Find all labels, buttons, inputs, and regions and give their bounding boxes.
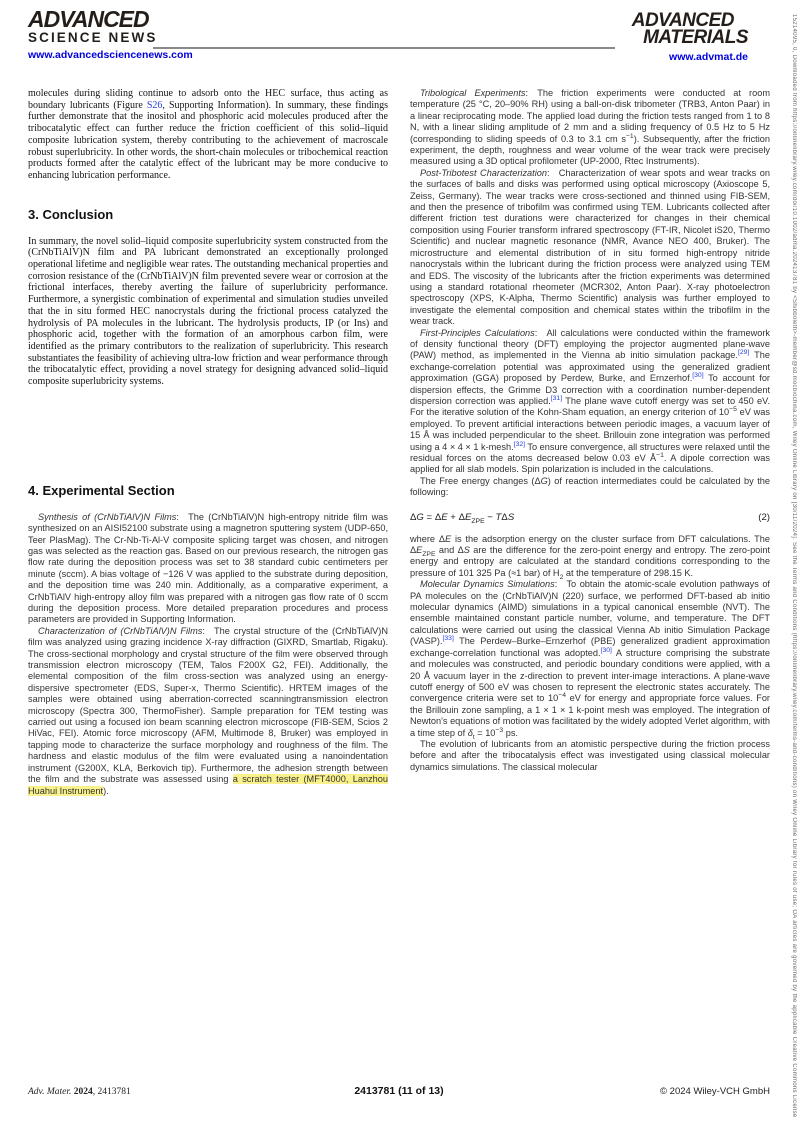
journal-year: 2024 <box>73 1087 93 1097</box>
text-segment: are the difference for the zero-point energy and entropy. The zero-point energy and entropy are calculated at the standard conditions corresponding to the pressure of 101 325 Pa (≈1 bar) of H <box>410 545 770 578</box>
text-segment: molecules during sliding continue to adsorb onto the HEC surface, thus acting as boundary lubricants (Figure <box>28 88 388 111</box>
text-segment: is the adsorption energy on the cluster surface from DFT calculations. The Δ <box>410 533 770 556</box>
article-body <box>28 88 770 797</box>
equation-body <box>410 512 514 523</box>
advanced-materials-logo <box>632 12 748 65</box>
text-segment: = 10 <box>474 727 496 738</box>
page-number: 2413781 (11 of 13) <box>354 1085 444 1097</box>
text-segment: eV for energy and appropriate force values. For the Brillouin zone sampling, a 1 × 1 × 1 k-point mesh was employed. The integration of Newton's equations of motion was facilitated by the widely adopted Verlet algorithm, with a time step of <box>410 693 770 738</box>
text-segment: and Δ <box>435 545 464 556</box>
citation-link[interactable]: [30] <box>692 372 704 380</box>
text-segment: ZPE <box>422 550 436 558</box>
text-segment: S <box>507 511 515 523</box>
logo-line-advanced: ADVANCED <box>28 6 149 32</box>
header-divider-line <box>153 47 615 49</box>
text-segment: The exchange-correlation potential was approximated using the generalized gradient approximation (GGA) proposed by Perdew, Burke, and Ernzerhof. <box>410 350 770 384</box>
text-segment: T <box>495 511 502 523</box>
text-segment: S <box>463 545 470 556</box>
equation-number: (2) <box>758 511 770 523</box>
text-segment: at the temperature of 298.15 K. <box>563 567 694 578</box>
text-segment: The evolution of lubricants from an atomistic perspective during the friction process before and after the tribocatalysis effect was investigated using classical molecular dynamics simulations. The classical molecular <box>410 738 770 772</box>
logo-line-advanced: ADVANCED <box>631 10 734 31</box>
text-segment: ). <box>103 785 109 796</box>
text-segment: A structure comprising the substrate and molecules was constructed, and periodic boundary conditions were applied, with a 20 Å vacuum layer in the z-direction to prevent inter-image interactions. A plane-wave cutoff energy of 500 eV was chosen to represent the electronic states accurately. The convergence criteria were set to 10 <box>410 647 770 704</box>
article-number: , 2413781 <box>92 1087 131 1097</box>
text-segment: : To obtain the atomic-scale evolution pathways of PA molecules on the (CrNbTiAlV)N (220) surface, we performed DFT-based ab initio molecular dynamics (AIMD) simulations in a typical canonical ensemble (NVT). The ensemble maintained constant particle number, volume, and temperature. The DFT calculations were carried out using the classical Vienna Ab initio Simulation Package (VASP). <box>410 579 770 647</box>
text-segment: + Δ <box>447 511 465 523</box>
logo-line-science-news: SCIENCE NEWS <box>28 30 158 45</box>
equation <box>410 512 770 523</box>
right-column <box>410 88 770 797</box>
paragraph <box>28 236 388 388</box>
section-heading: 4. Experimental Section <box>28 482 175 498</box>
text-segment: G <box>416 511 424 523</box>
text-segment: Synthesis of (CrNbTiAlV)N Films <box>38 511 177 522</box>
text-segment: Δ <box>410 511 417 523</box>
text-segment: −1 <box>656 451 664 459</box>
text-segment: ZPE <box>471 517 485 525</box>
journal-name: Adv. Mater. <box>28 1087 74 1097</box>
text-segment: To account for dispersion effects, the Grimme D3 correction with a coordination number-dependent dispersion correction was applied. <box>410 373 770 406</box>
text-segment: The Perdew–Burke–Ernzerhof (PBE) generalized gradient approximation exchange-correlation functional was adopted. <box>410 636 770 658</box>
text-segment: −5 <box>729 406 737 414</box>
text-segment: E <box>464 511 472 523</box>
page-footer <box>28 1085 770 1097</box>
text-segment: : The crystal structure of the (CrNbTiAlV)N film was analyzed using grazing incidence X-ray diffraction (GIXRD, Smartlab, Rigaku). The cross-sectional morphology and crystal structure of the film were observed through transmission electron microscopy (TEM, Talos F200X G2, FEI). Additionally, the elemental composition of the film cross-section was analyzed using an energy-dispersive spectrometer (EDS, Super-x, Thermo Scientific). HRTEM images of the samples were obtained using aberration-corrected scanningtransmission electron microscopy (Spectra 300, ThermoFisher). Sample preparation for TEM testing was carried out using a focused ion beam scanning electron microscope (FIB-SEM, Scios 2 HiVac, FEI). Atomic force microscopy (AFM, Multimode 8, Bruker) was employed in tapping mode to characterize the surface morphology and roughness of the film. The hardness and elastic modulus of the film were evaluated using a nanoindentation instrument (G200X, KLA, Berkovich tip). Furthermore, the adhesion strength between the film and the substrate was assessed using <box>28 625 388 785</box>
text-segment: = Δ <box>423 511 442 523</box>
text-segment: −1 <box>625 132 634 140</box>
citation-link[interactable]: [30] <box>600 646 612 654</box>
paragraph <box>410 88 770 168</box>
text-segment: Post-Tribotest Characterization <box>420 167 547 178</box>
left-column <box>28 88 388 797</box>
text-segment: Characterization of (CrNbTiAlV)N Films <box>38 625 203 636</box>
citation-link[interactable]: [29] <box>737 349 750 357</box>
paragraph <box>410 579 770 739</box>
paragraph <box>410 739 770 773</box>
text-segment: To ensure convergence, all structures were relaxed until the residual forces on the atoms decreased below 0.03 eV Å <box>410 441 770 463</box>
text-segment: Molecular Dynamics Simulations <box>420 579 555 590</box>
text-segment: : The (CrNbTiAlV)N high-entropy nitride film was synthesized on an AISI52100 substrate using a magnetron sputtering system (UDP-650, Teer PlasMag). The Cr-Nb-Ti-Al-V composite splicing target was chosen, and nitrogen gas was selected as the reaction gas. Based on our previous research, the nitrogen gas flow rate during the deposition process was set to 38 standard cubic centimeters per minute (sccm). A bias voltage of −126 V was applied to the substrate during deposition, and the deposition time was 240 min. Additionally, as a comparative experiment, a CrNbTiAlV high-entropy alloy film was prepared with a nitrogen gas flow rate of 0 sccm during the deposition process. More detailed preparation procedures and process parameters are provided in Supporting Information. <box>28 511 388 625</box>
text-segment: − <box>484 511 496 523</box>
text-segment: ). Subsequently, after the friction experiment, the depth, roughness and wear volume of the wear track were precisely measured using a 3D optical profilometer (UP-2000, Rtec Instruments). <box>410 133 770 167</box>
text-segment: , Supporting Information). In summary, these findings further demonstrate that the inositol and phosphoric acid molecules produced after the tribocatalytic effect can further reduce the friction coefficient of this solid–liquid composite lubrication system, thereby contributing to the achievement of macroscale robust superlubricity. In other words, the short-chain molecules or tribochemical reaction products formed after the catalytic effect of the lubricant may be more conducive to enhancing lubrication performance. <box>28 99 389 181</box>
logo-line-materials: MATERIALS <box>643 27 748 48</box>
advanced-science-news-logo <box>28 8 193 63</box>
text-segment: where Δ <box>410 533 445 544</box>
text-segment: −3 <box>495 726 504 734</box>
text-segment: First-Principles Calculations <box>420 327 535 338</box>
citation-link[interactable]: [31] <box>550 394 563 402</box>
paragraph <box>28 512 388 626</box>
text-segment: E <box>416 545 423 556</box>
advancedsciencenews-url-link[interactable]: www.advancedsciencenews.com <box>28 49 193 61</box>
text-segment: . A dipole correction was applied for all slab models. Spin polarization is included in the calculations. <box>410 453 770 475</box>
paragraph <box>410 476 770 499</box>
text-segment: Tribological Experiments <box>420 88 526 98</box>
text-segment: eV was employed. To prevent artificial interactions between periodic images, a vacuum layer of 15 Å was included perpendicular to the sheet. Brillouin zone integration was performed using a 4 × 4 × 1 k-mesh. <box>410 407 770 452</box>
text-segment: E <box>441 511 448 523</box>
inline-link[interactable]: S26 <box>146 99 163 111</box>
copyright-notice: © 2024 Wiley-VCH GmbH <box>660 1086 770 1097</box>
text-segment: : The friction experiments were conducted at room temperature (25 °C, 20–90% RH) using a ball-on-disk tribometer (TRB3, Anton Paar) in a linear reciprocating mode. The applied load during the friction tests ranged from 1 to 8 N, with a linear sliding amplitude of 2 mm and a sliding frequency of 0.5 Hz to 5 Hz (corresponding to sliding speeds of 0.3 to 3.1 cm s <box>410 88 770 144</box>
text-segment: : All calculations were conducted within the framework of density functional theory (DFT) employing the projector augmented plane-wave (PAW) method, as implemented in the Vienna ab initio simulation package. <box>410 327 770 361</box>
text-segment: E <box>445 533 452 544</box>
citation-link[interactable]: [33] <box>442 635 454 643</box>
footer-citation <box>28 1087 290 1097</box>
text-segment: : Characterization of wear spots and wear tracks on the surfaces of balls and disks was performed using optical microscopy (Axioscope 5, Zeiss, Germany). The wear tracks were cross-sectioned and thinned using FIB-SEM, and then the presence of tribofilm was confirmed using TEM. Lubricants collected after different friction test durations were characterized for changes in their chemical composition using Fourier transform infrared spectroscopy (FT-IR, Nicolet iS20, Thermo Scientific) and nuclear magnetic resonance (NMR, Avance NEO 400, Bruker). The microstructure and elemental distribution of in situ formed high-entropy nitride nanocrystals within the lubricant during the friction process were analyzed using TEM and EDS. The viscosity of the lubricants after the friction experiments was determined using a standard rotational rheometer (MCR302, Anton Paar). X-ray photoelectron spectroscopy (XPS, K-Alpha, Thermo Scientific) analysis was further employed to investigate the elemental composition and chemical states within the tribofilm in the wear track. <box>410 167 771 327</box>
text-segment: 2 <box>559 573 564 581</box>
text-segment: t <box>472 733 475 741</box>
download-info-sidebar: 15214095, 0, Downloaded from https://onlinelibrary.wiley.com/doi/10.1002/adma.202413781 by <Shibboleth>-member@sd.mocbiochina.com, Wiley Online Library on [30/11/2024]. See the Terms and Conditions (https://onlinelibrary.wiley.com/terms-and-conditions) on Wiley Online Library for rules of use; OA articles are governed by the applicable Creative Commons License <box>791 14 797 1118</box>
text-segment: ps. <box>503 727 518 738</box>
text-segment: Δ <box>501 511 508 523</box>
paragraph <box>28 626 388 797</box>
paragraph <box>410 328 770 476</box>
section-heading: 3. Conclusion <box>28 206 114 222</box>
text-segment: δ <box>467 727 473 738</box>
text-segment: The plane wave cutoff energy was set to 450 eV. For the iterative solution of the Kohn-Sham equation, an energy criterion of 10 <box>410 395 771 418</box>
paragraph <box>410 534 770 580</box>
text-segment: G <box>540 475 548 486</box>
paragraph <box>410 168 770 328</box>
text-segment: −4 <box>558 692 566 700</box>
text-segment: ) of reaction intermediates could be calculated by the following: <box>410 475 770 498</box>
text-segment: In summary, the novel solid–liquid composite superlubricity system constructed from the (CrNbTiAlV)N film and PA lubricant demonstrated an exceptionally prolonged operational lifetime and negligible wear rates. The outstanding mechanical properties and corrosion resistance of the (CrNbTiAlV)N film prevented severe wear or corrosion at the frictional interfaces, thereby averting the failure of superlubricity performance. Furthermore, a synergistic combination of experimental and simulation studies unveiled that the in situ formed HEC nanocrystals during the frictional process catalyzed the hydrolysis of PA molecules in the lubricant. The hydrolysis products, IP (or Ins) and phosphoric acid, together with the formation of an amorphous carbon film, were identified as the primary contributors to the realization of superlubricity. This research substantiates the feasibility of achieving ultra-low friction and wear performance through the tribocatalytic effect, providing a novel strategy for designing advanced solid–liquid composite superlubricity systems. <box>28 235 388 388</box>
text-segment: The Free energy changes (Δ <box>420 475 541 486</box>
paragraph <box>28 88 388 182</box>
citation-link[interactable]: [32] <box>513 440 526 448</box>
advmat-url-link[interactable]: www.advmat.de <box>669 51 748 63</box>
text-segment: a scratch tester (MFT4000, Lanzhou Huahui Instrument <box>28 774 388 796</box>
